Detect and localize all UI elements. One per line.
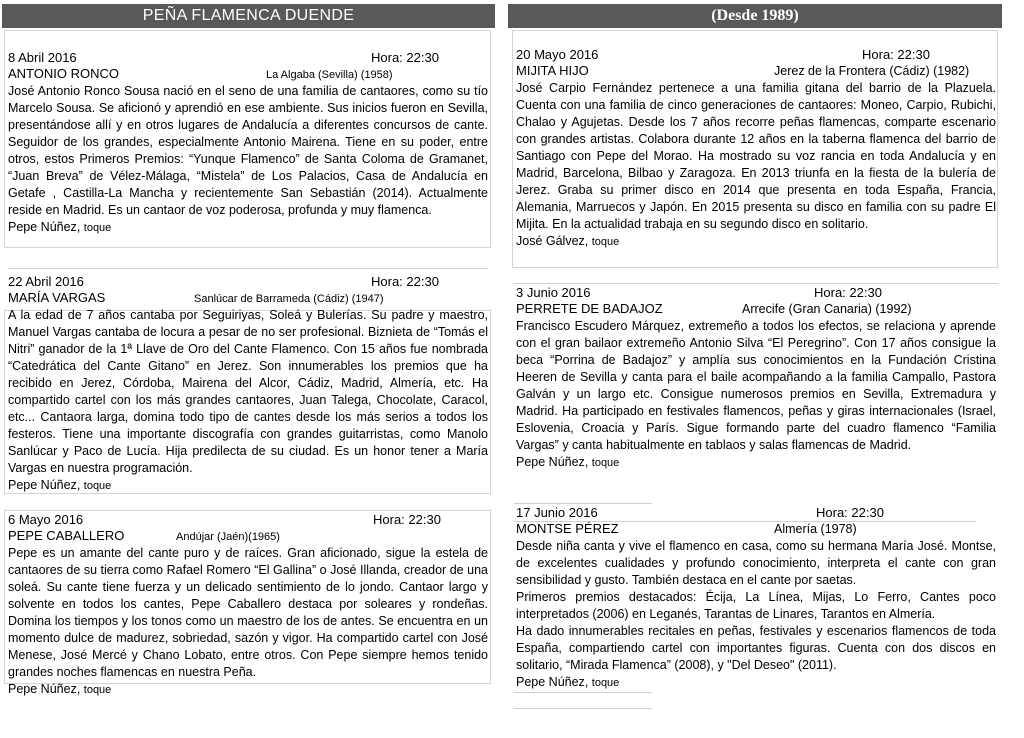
bio-paragraph: José Antonio Ronco Sousa nació en el seno de una familia de cantaores, como su tío Marcelo Sousa. Se aficionó y aprendió en ese ambiente. Sus inicios fueron en Sevilla, presentándose allí y en otros lugares de Andalucía a diferentes concursos de cante. Seguidor de los grandes, especialmente Antonio Mairena. Tiene en su poder, entre otros, estos Primeros Premios: “Yunque Flamenco” de Santa Coloma de Gramanet, “Juan Breva” de Vélez-Málaga, “Mistela” de Los Palacios, Casa de Andalucía en Getafe , Castilla-La Mancha y recientemente San Sebastián (2014). Actualmente reside en Madrid. Es un cantaor de voz poderosa, profunda y muy flamenca. [8,84,488,217]
guitarist-name: Pepe Núñez [8,478,77,492]
artist-row [516,521,996,538]
guitarist-role: toque [591,457,620,469]
bio-paragraph: Ha dado innumerables recitales en peñas, festivales y escenarios flamencos de toda España, compartiendo cartel con importantes figuras. Cuenta con dos discos en solitario, “Mirada Flamenca” (2008), y "Del Deseo" (2011). [516,624,996,672]
event-time: Hora: 22:30 [814,285,882,300]
event-header [516,47,996,63]
artist-bio [8,83,488,219]
event-time: Hora: 22:30 [371,274,439,289]
guitarist-credit: Pepe Núñez, toque [8,478,112,492]
bio-paragraph: Desde niña canta y vive el flamenco en casa, como su hermana María José. Montse, de excelentes cualidades y profundo conocimiento, interpreta el cante con gran sensibilidad y gusto. También destaca en el cante por saetas. [516,539,996,587]
event-date: 17 Junio 2016 [516,505,598,520]
event-card-2 [8,274,488,495]
event-date: 3 Junio 2016 [516,285,591,300]
artist-row [8,66,488,83]
event-time: Hora: 22:30 [816,505,884,520]
event-time: Hora: 22:30 [371,50,439,65]
artist-origin: Sanlúcar de Barrameda (Cádiz) (1947) [194,293,384,305]
artist-bio [8,545,488,681]
header-banner-left: PEÑA FLAMENCA DUENDE [2,4,495,28]
guitarist-name: Pepe Núñez [516,455,585,469]
event-date: 6 Mayo 2016 [8,512,84,527]
event-header [8,274,488,290]
artist-origin: Arrecife (Gran Canaria) (1992) [742,302,912,316]
event-date: 8 Abril 2016 [8,50,77,65]
event-date: 22 Abril 2016 [8,274,84,289]
guitarist-credit: Pepe Núñez, toque [516,675,620,689]
artist-row [8,290,488,307]
bio-paragraph: José Carpio Fernández pertenece a una familia gitana del barrio de la Plazuela. Cuenta con una familia de cinco generaciones de cantaores: Moneo, Carpio, Rubichi, Chalao y Agujetas. Desde los 7 años recorre peñas flamencas, comparte escenario con grandes artistas. Colabora durante 12 años en la taberna flamenca del barrio de Santiago con Pepe del Morao. Ha mostrado su voz rancia en toda Andalucía y en Madrid, Barcelona, Bilbao y Zaragoza. En 2013 triunfa en la fiesta de la bulería de Jerez. Graba su primer disco en 2014 que presenta en toda España, Francia, Alemania, Marruecos y Japón. En 2015 presenta su disco en familia con su padre El Mijita. En la actualidad trabaja en su segundo disco en solitario. [516,81,996,231]
event-header [516,505,996,521]
bio-paragraph: Francisco Escudero Márquez, extremeño a todos los efectos, se relaciona y aprende con el gran bailaor extremeño Antonio Silva “El Peregrino”. Con 17 años consigue la beca “Porrina de Badajoz” y amplía sus conocimientos en la Fundación Cristina Heeren de Sevilla y canta para el baile acompañando a la familia Campallo, Pastora Galván y un largo etc. Consigue numerosos premios en Sevilla, Extremadura y Madrid. Ha participado en festivales flamencos, peñas y giras internacionales (Israel, Eslovenia, Croacia y París. Sigue formando parte del cuadro flamenco “Familia Vargas” y canta habitualmente en tablaos y salas flamencas de Madrid. [516,319,996,452]
event-header [8,512,488,528]
guitarist-name: Pepe Núñez [8,220,77,234]
guitarist-role: toque [83,222,112,234]
artist-name: MARÍA VARGAS [8,290,106,305]
artist-name: MONTSE PÉREZ [516,521,619,536]
artist-name: MIJITA HIJO [516,63,589,78]
artist-bio [8,307,488,477]
divider [8,268,488,269]
artist-bio [516,80,996,233]
event-card-3 [8,512,488,699]
event-card-4 [516,47,996,251]
event-card-5 [516,285,996,472]
divider [514,503,652,504]
artist-name: PEPE CABALLERO [8,528,125,543]
guitarist-name: Pepe Núñez [8,682,77,696]
bio-paragraph: Primeros premios destacados: Écija, La Línea, Mijas, Lo Ferro, Cantes poco interpretados (2006) en Leganés, Tarantas de Linares, Tarantos en Almería. [516,590,996,621]
artist-origin: Andújar (Jaén)(1965) [176,531,280,543]
event-header [8,50,488,66]
artist-row [516,63,996,80]
artist-origin: Almería (1978) [774,522,857,536]
event-card-1 [8,50,488,237]
event-date: 20 Mayo 2016 [516,47,599,62]
artist-origin: Jerez de la Frontera (Cádiz) (1982) [774,64,970,78]
bio-paragraph: A la edad de 7 años cantaba por Seguiriyas, Soleá y Bulerías. Su padre y maestro, Manuel Vargas cantaba de locura a pesar de no ser profesional. Biznieta de “Tomás el Nitri” ganador de la 1ª Llave de Oro del Cante Flamenco. Con 15 años fue nombrada “Catedrática del Cante Gitano” en Jerez. Son innumerables los premios que ha recibido en Jerez, Córdoba, Mairena del Alcor, Cádiz, Madrid, Almería, etc. Ha compartido cartel con los más grandes cantaores, Juan Talega, Chocolate, Caracol, etc... Cantaora larga, domina todo tipo de cantes desde los más serios a todos los festeros. Tiene una importante discografía con grandes guitarristas, como Manolo Sanlúcar y Paco de Lucía. Hija predilecta de su ciudad. Es un honor tener a María Vargas en nuestra programación. [8,308,488,475]
artist-row [516,301,996,318]
guitarist-role: toque [83,684,112,696]
divider [514,692,652,693]
artist-origin: La Algaba (Sevilla) (1958) [266,69,393,81]
artist-name: ANTONIO RONCO [8,66,119,81]
guitarist-credit: Pepe Núñez, toque [8,682,112,696]
guitarist-role: toque [83,480,112,492]
divider [514,708,652,709]
event-time: Hora: 22:30 [373,512,441,527]
bio-paragraph: Pepe es un amante del cante puro y de raíces. Gran aficionado, sigue la estela de cantaores de su tierra como Rafael Romero “El Gallina” o José Illanda, creador de una soleá. Su cante tiene fuerza y un delicado sentimiento de lo jondo. Cantaor largo y solvente en todos los cantes, Pepe Caballero destaca por soleares y rondeñas. Domina los tiempos y los tonos como un maestro de los de antes. Se encuentra en un momento dulce de madurez, sobriedad, sazón y vigor. Ha compartido cartel con José Menese, José Mercé y Chano Lobato, entre otros. Con Pepe siempre hemos tenido grandes noches flamencas en nuestra Peña. [8,546,488,679]
artist-name: PERRETE DE BADAJOZ [516,301,663,316]
guitarist-role: toque [591,677,620,689]
guitarist-role: toque [591,236,620,248]
event-header [516,285,996,301]
divider [514,283,998,284]
guitarist-name: José Gálvez [516,234,585,248]
guitarist-name: Pepe Núñez [516,675,585,689]
guitarist-credit: José Gálvez, toque [516,234,620,248]
artist-row [8,528,488,545]
event-card-6 [516,505,996,692]
guitarist-credit: Pepe Núñez, toque [8,220,112,234]
artist-bio [516,538,996,674]
header-banner-right: (Desde 1989) [508,4,1002,28]
event-time: Hora: 22:30 [862,47,930,62]
guitarist-credit: Pepe Núñez, toque [516,455,620,469]
artist-bio [516,318,996,454]
